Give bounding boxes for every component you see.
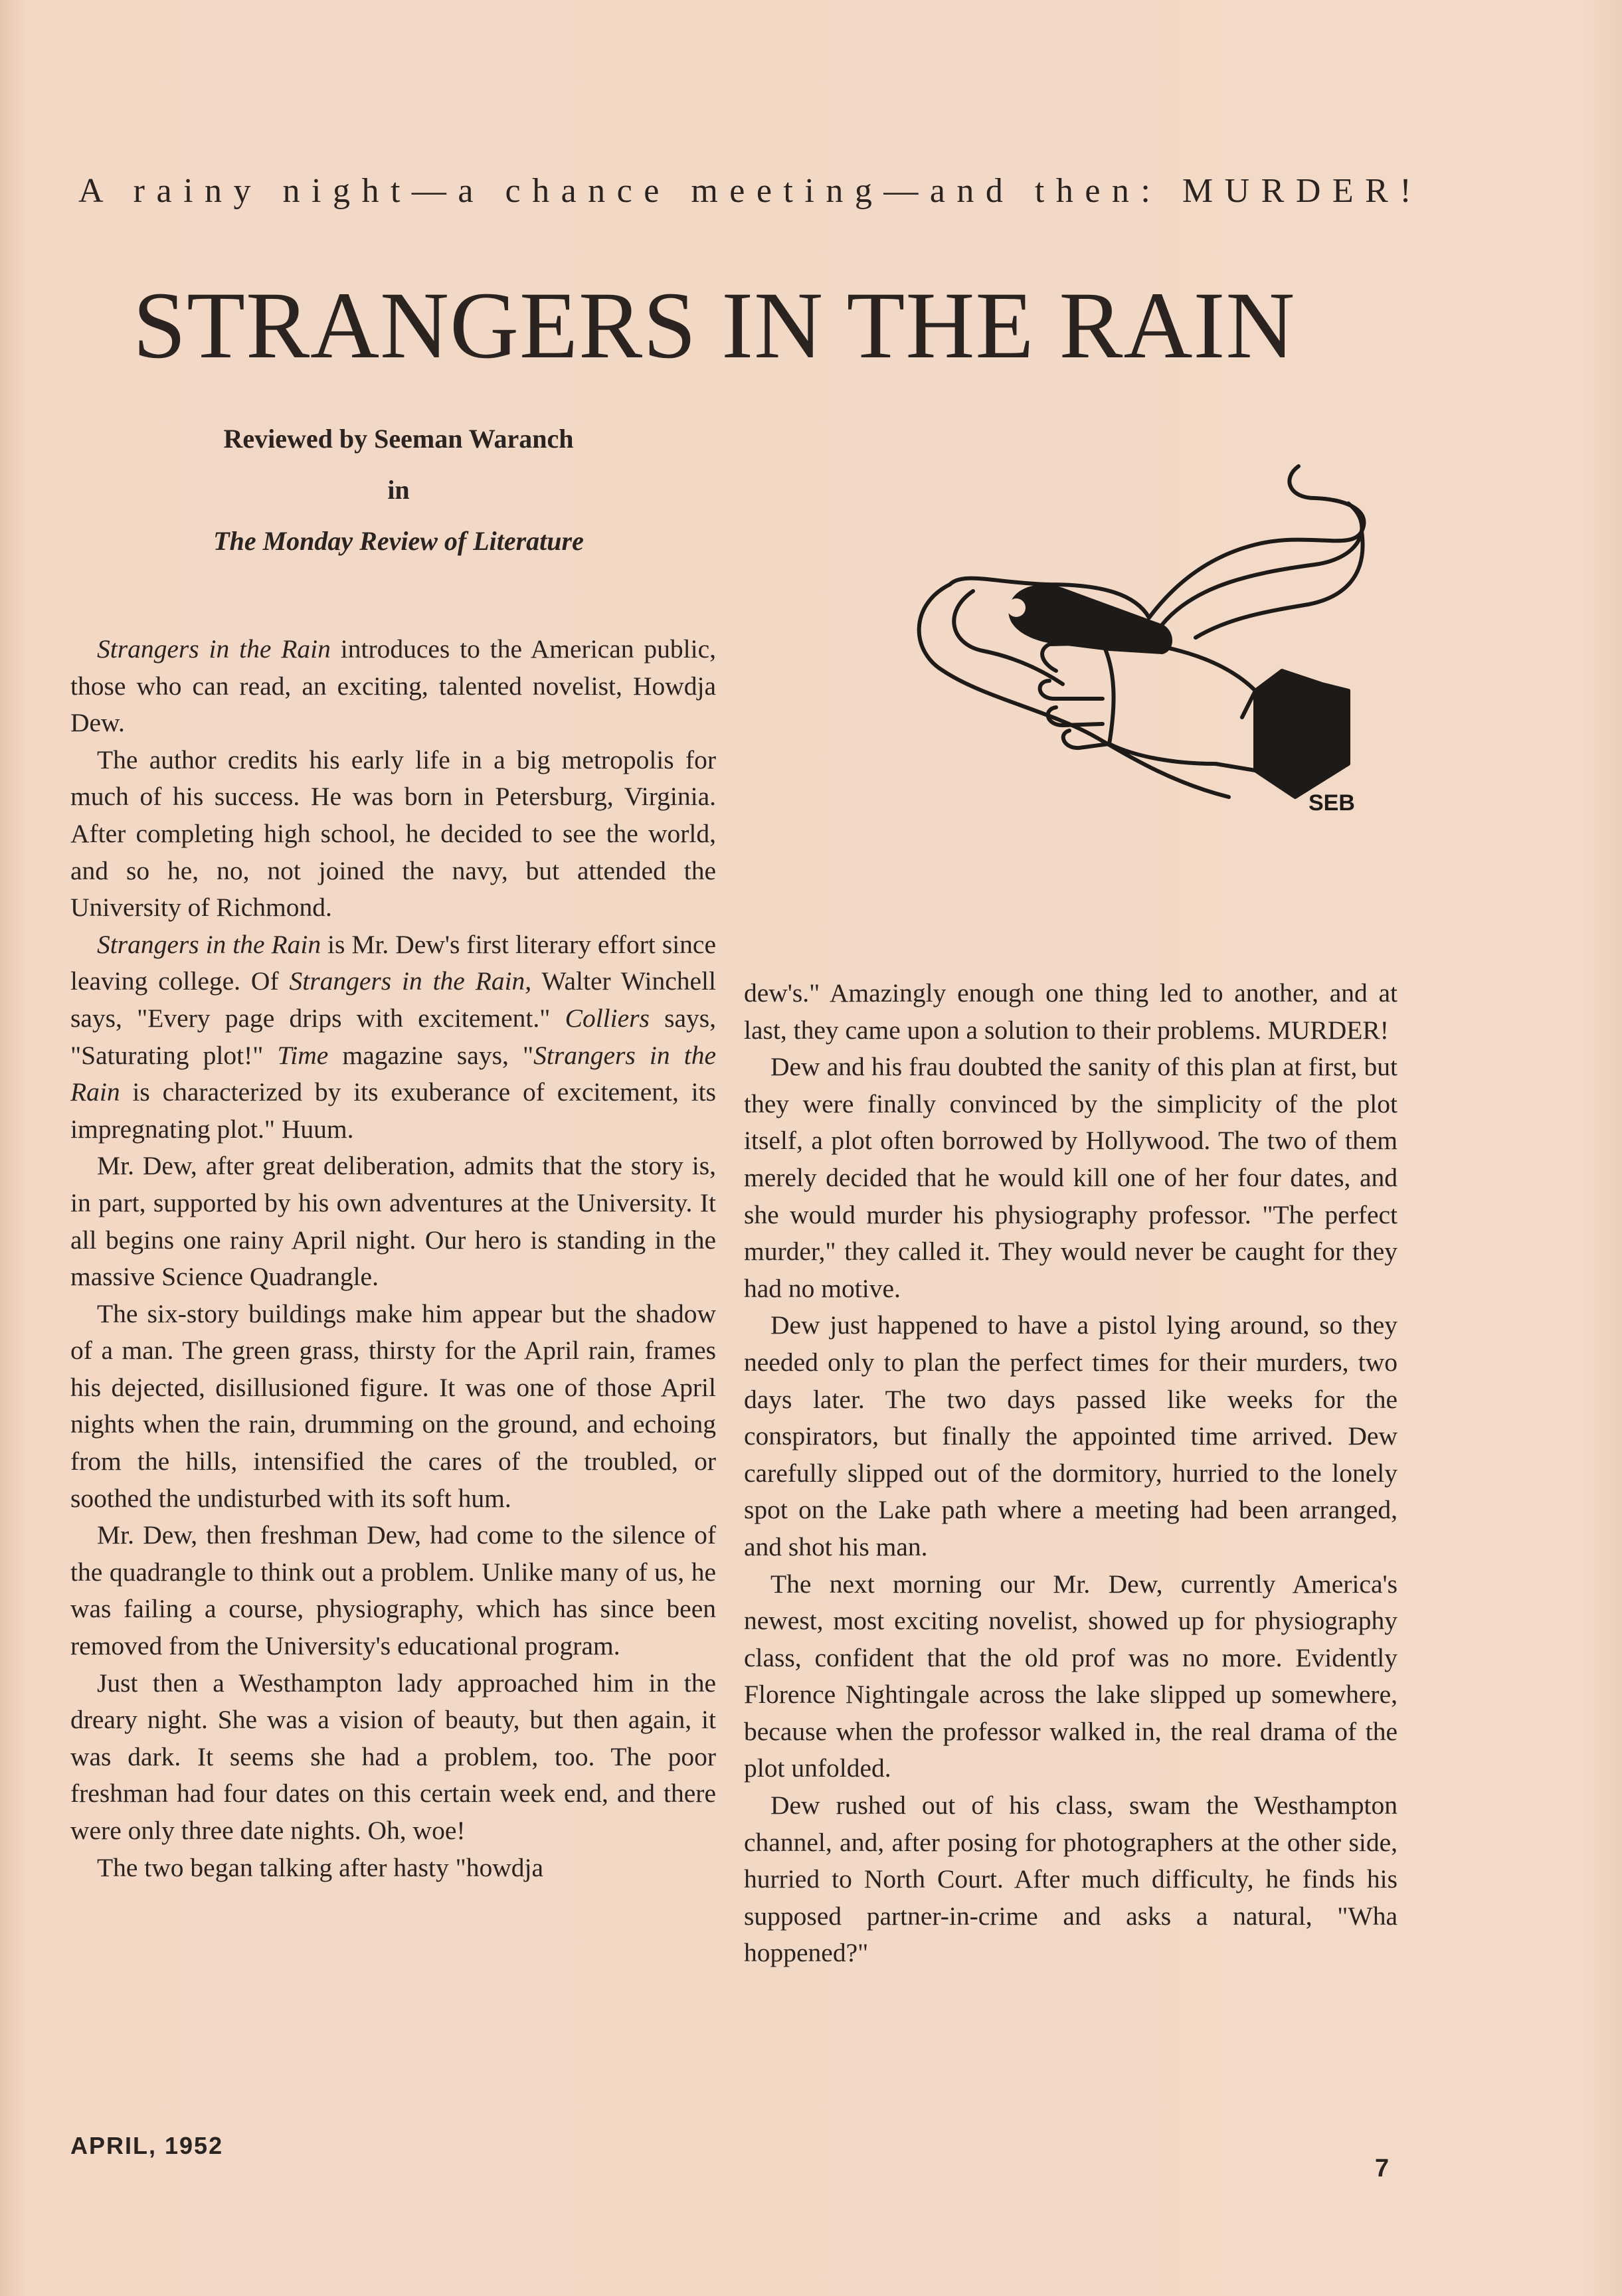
byline-in: in	[387, 475, 410, 505]
article-paragraph: The two began talking after hasty "howdja	[97, 1852, 544, 1882]
article-paragraph: Mr. Dew, after great deliberation, admits that the story is, in part, supported by his own adventures at the University. It all begins one rainy April night. Our hero is standing in the massive Science Quadrangle.	[70, 1151, 716, 1292]
article-paragraph: Just then a Westhampton lady approached him in the dreary night. She was a vision of beauty, but then again, it was dark. It seems she had a problem, too. The poor freshman had four dates on this certain week end, and there were only three date nights. Oh, woe!	[70, 1668, 716, 1845]
article-paragraph: dew's." Amazingly enough one thing led to another, and at last, they came upon a solution to their problems. MURDER!	[744, 978, 1397, 1045]
artist-signature: SEB	[1308, 790, 1355, 816]
reviewer-line: Reviewed by Seeman Waranch	[223, 424, 574, 454]
page-number: 7	[1375, 2155, 1390, 2182]
article-paragraph: The next morning our Mr. Dew, currently America's newest, most exciting novelist, showed up for physiography class, confident that the old prof was no more. Evidently Florence Nightingale across the lake slipped up somewhere, because when the professor walked in, the real drama of the plot unfolded.	[744, 1569, 1397, 1783]
article-paragraph: Strangers in the Rain is Mr. Dew's first literary effort since leaving college. Of Strangers in the Rain, Walter Winchell says, "Every page drips with excitement." Colliers says, "Saturating plot!" Time magazine says, "Strangers in the Rain is characterized by its exuberance of excitement, its impregnating plot." Huum.	[70, 929, 716, 1144]
article-paragraph: Strangers in the Rain introduces to the American public, those who can read, an exciting, talented novelist, Howdja Dew.	[70, 634, 716, 738]
article-paragraph: The author credits his early life in a big metropolis for much of his success. He was born in Petersburg, Virginia. After completing high school, he decided to see the world, and so he, no, not joined the navy, but attended the University of Richmond.	[70, 745, 716, 923]
pistol-in-hand-illustration	[883, 452, 1401, 824]
article-column-right	[744, 975, 1397, 1972]
article-paragraph: Dew just happened to have a pistol lying around, so they needed only to plan the perfect times for their murders, two days later. The two days passed like weeks for the conspirators, but finally the appointed time arrived. Dew carefully slipped out of the dormitory, hurried to the lonely spot on the Lake path where a meeting had been arranged, and shot his man.	[744, 1310, 1397, 1561]
byline	[133, 413, 664, 567]
article-title: STRANGERS IN THE RAIN	[133, 273, 1296, 379]
publication-name: The Monday Review of Literature	[213, 526, 584, 556]
article-paragraph: Mr. Dew, then freshman Dew, had come to the silence of the quadrangle to think out a problem. Unlike many of us, he was failing a course, physiography, which has since been removed from the University's educational program.	[70, 1520, 716, 1661]
article-paragraph: Dew rushed out of his class, swam the Westhampton channel, and, after posing for photographers at the other side, hurried to North Court. After much difficulty, he finds his supposed partner-in-crime and asks a natural, "Wha hoppened?"	[744, 1791, 1397, 1968]
article-paragraph: Dew and his frau doubted the sanity of this plan at first, but they were finally convinced by the simplicity of the plot itself, a plot often borrowed by Hollywood. The two of them merely decided that he would kill one of her four dates, and she would murder his physiography professor. "The perfect murder," they called it. They would never be caught for they had no motive.	[744, 1052, 1397, 1303]
article-paragraph: The six-story buildings make him appear but the shadow of a man. The green grass, thirsty for the April rain, frames his dejected, disillusioned figure. It was one of those April nights when the rain, drumming on the ground, and echoing from the hills, intensified the cares of the troubled, or soothed the undisturbed with its soft hum.	[70, 1298, 716, 1513]
issue-date: APRIL, 1952	[70, 2132, 224, 2159]
article-column-left	[70, 631, 716, 1886]
tagline: A rainy night—a chance meeting—and then: MURDER!	[78, 172, 1423, 210]
